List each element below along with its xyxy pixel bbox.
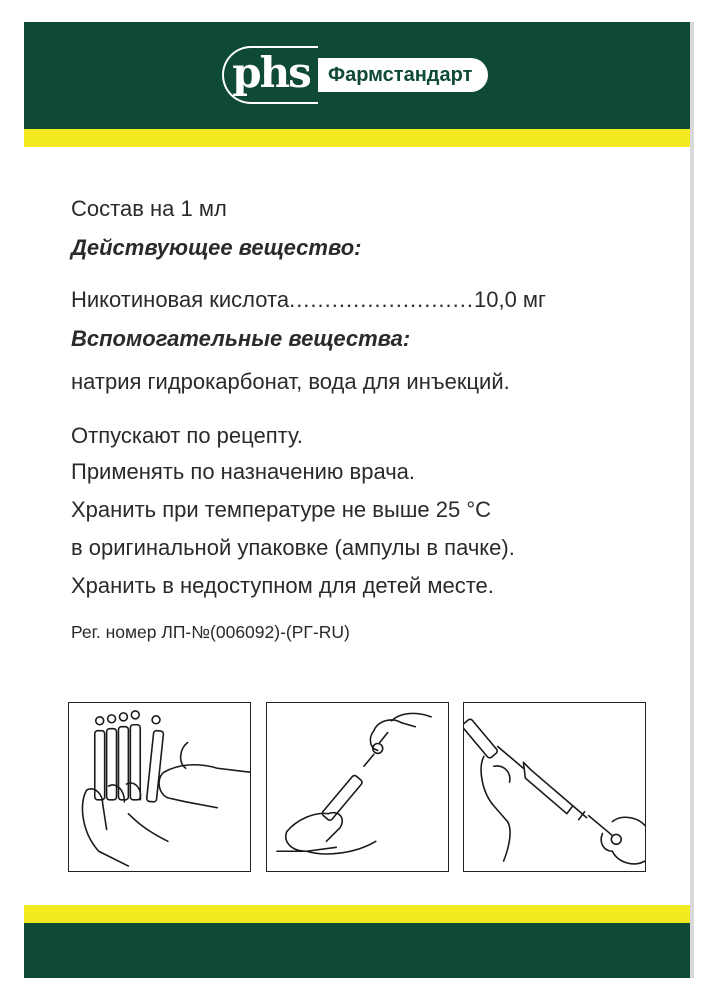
usage-note: Применять по назначению врача.: [71, 459, 416, 484]
leader-dots: ..........................: [289, 287, 474, 312]
logo-name: Фармстандарт: [318, 58, 488, 92]
storage-temperature: Хранить при температуре не выше 25 °С: [71, 497, 492, 522]
ampoule-strip-separation-icon: [68, 702, 251, 872]
composition-heading: Состав на 1 мл: [71, 196, 227, 221]
storage-packaging: в оригинальной упаковке (ампулы в пачке).: [71, 535, 515, 560]
top-green-band: [24, 22, 690, 129]
top-yellow-stripe: [24, 129, 690, 147]
bottom-green-band: [24, 923, 690, 978]
active-substance-label: Действующее вещество:: [71, 235, 362, 260]
registration-number: Рег. номер ЛП-№(006092)-(РГ-RU): [71, 622, 350, 642]
logo-mark: phs: [222, 46, 318, 104]
prescription-note: Отпускают по рецепту.: [71, 423, 303, 448]
pictogram-3: [464, 703, 645, 871]
active-substance-row: [71, 287, 546, 313]
brand-logo: [222, 46, 488, 104]
excipients-list: натрия гидрокарбонат, вода для инъекций.: [71, 369, 510, 394]
package-panel: [24, 22, 694, 978]
storage-children: Хранить в недоступном для детей месте.: [71, 573, 494, 598]
active-substance-amount: 10,0 мг: [474, 287, 547, 312]
pictogram-1: [69, 703, 250, 871]
bottom-yellow-stripe: [24, 905, 690, 923]
pictogram-2: [267, 703, 448, 871]
excipients-label: Вспомогательные вещества:: [71, 326, 411, 351]
ampoule-opening-icon: [266, 702, 449, 872]
syringe-drawing-icon: [463, 702, 646, 872]
active-substance-name: Никотиновая кислота: [71, 287, 290, 312]
